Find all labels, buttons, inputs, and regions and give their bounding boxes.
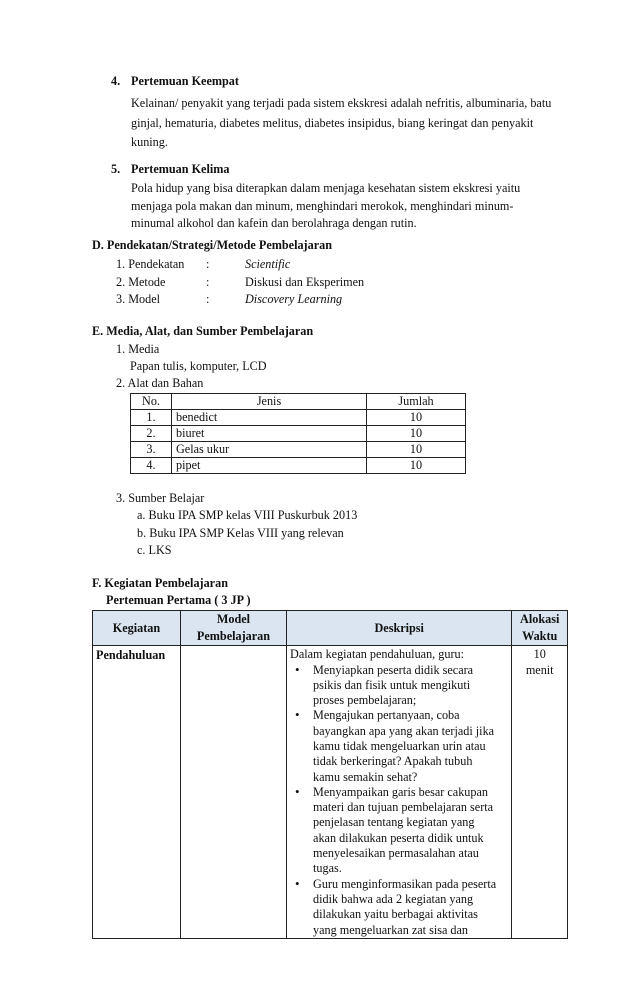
cell-no: 4.: [131, 458, 172, 474]
sumber-item: b. Buku IPA SMP Kelas VIII yang relevan: [137, 526, 344, 540]
sep-colon: :: [206, 257, 210, 271]
value-media: Papan tulis, komputer, LCD: [130, 359, 267, 373]
text-line: materi dan tujuan pembelajaran serta: [313, 800, 494, 815]
cell-jumlah: 10: [367, 442, 466, 458]
table-row: [131, 442, 466, 458]
list-item: [290, 877, 505, 938]
col-header-model: [180, 611, 286, 646]
label-media: 1. Media: [116, 342, 160, 356]
cell-alokasi: [512, 646, 568, 939]
text-line: tidak berkeringat? Apakah tubuh: [313, 754, 473, 769]
col-header-jenis: Jenis: [172, 394, 367, 410]
section-f-title: F. Kegiatan Pembelajaran: [92, 576, 228, 590]
label-pendekatan: 1. Pendekatan: [116, 257, 185, 271]
alat-bahan-table: [130, 393, 466, 474]
text-line: Menyiapkan peserta didik secara: [313, 662, 474, 677]
list-item: [290, 708, 505, 784]
alokasi-unit: menit: [525, 662, 554, 677]
cell-jenis: benedict: [172, 410, 367, 426]
text-line: menyelesaikan permasalahan atau: [313, 846, 479, 861]
col-header-alokasi: [512, 611, 568, 646]
text-line: proses pembelajaran;: [313, 693, 417, 708]
text-line: dilakukan yaitu berbagai aktivitas: [313, 907, 478, 922]
cell-no: 2.: [131, 426, 172, 442]
table-row: [93, 646, 568, 939]
bullet-icon: •: [295, 783, 300, 799]
item-number-5: 5.: [111, 162, 121, 176]
sep-colon: :: [206, 292, 210, 306]
section-e-title: E. Media, Alat, dan Sumber Pembelajaran: [92, 324, 314, 338]
cell-jumlah: 10: [367, 458, 466, 474]
sumber-item: a. Buku IPA SMP kelas VIII Puskurbuk 2013: [137, 508, 358, 522]
text-line: tugas.: [313, 861, 342, 876]
text-line: Menyampaikan garis besar cakupan: [313, 784, 488, 799]
text-line: Mengajukan pertanyaan, coba: [313, 708, 460, 723]
sep-colon: :: [206, 275, 210, 289]
text-line: kuning.: [131, 135, 168, 149]
table-row: [131, 458, 466, 474]
item-number-4: 4.: [111, 74, 121, 88]
cell-jumlah: 10: [367, 410, 466, 426]
text-line: Pola hidup yang bisa diterapkan dalam menjaga kesehatan sistem ekskresi yaitu: [131, 181, 521, 195]
table-row: [131, 410, 466, 426]
pertemuan-kelima-body: [131, 180, 576, 233]
col-header-deskripsi: [287, 611, 512, 646]
bullet-icon: •: [295, 875, 300, 891]
text-line: minumal alkohol dan kafein dan berolahraga dengan rutin.: [131, 216, 417, 230]
table-header-row: [93, 611, 568, 646]
text-line: akan dilakukan peserta didik untuk: [313, 830, 484, 845]
header-text: Pembelajaran: [196, 629, 271, 643]
table-header-row: [131, 394, 466, 410]
value-model: Discovery Learning: [245, 292, 343, 306]
list-item: [290, 785, 505, 877]
text-line: bayangkan apa yang akan terjadi jika: [313, 723, 495, 738]
text-line: yang mengeluarkan zat sisa dan: [313, 922, 469, 937]
text-line: kamu semakin sehat?: [313, 769, 418, 784]
list-item: [290, 663, 505, 709]
header-text: Alokasi: [520, 612, 560, 626]
label-metode: 2. Metode: [116, 275, 166, 289]
cell-jumlah: 10: [367, 426, 466, 442]
cell-deskripsi: [287, 646, 512, 939]
text-line: penjelasan tentang kegiatan yang: [313, 815, 475, 830]
cell-model: [180, 646, 286, 939]
header-text: Model: [216, 612, 251, 626]
bullet-icon: •: [295, 707, 300, 723]
label-alat-bahan: 2. Alat dan Bahan: [116, 376, 204, 390]
label-model: 3. Model: [116, 292, 161, 306]
cell-no: 1.: [131, 410, 172, 426]
value-pendekatan: Scientific: [245, 257, 291, 271]
text-line: Guru menginformasikan pada peserta: [313, 876, 497, 891]
text-line: didik bahwa ada 2 kegiatan yang: [313, 891, 474, 906]
sumber-item: c. LKS: [137, 543, 172, 557]
col-header-kegiatan: [93, 611, 181, 646]
pertemuan-pertama-subtitle: Pertemuan Pertama ( 3 JP ): [106, 593, 251, 607]
header-text: Waktu: [522, 629, 558, 643]
bullet-icon: •: [295, 661, 300, 677]
value-metode: Diskusi dan Eksperimen: [245, 275, 365, 289]
pertemuan-keempat-body: [131, 94, 576, 153]
header-text: Kegiatan: [112, 620, 161, 635]
header-text: Deskripsi: [374, 620, 424, 635]
pertemuan-keempat-title: Pertemuan Keempat: [131, 74, 239, 88]
cell-no: 3.: [131, 442, 172, 458]
pertemuan-kelima-title: Pertemuan Kelima: [131, 162, 230, 176]
cell-jenis: biuret: [172, 426, 367, 442]
text-line: kamu tidak mengeluarkan urin atau: [313, 738, 486, 753]
table-row: [131, 426, 466, 442]
cell-kegiatan: Pendahuluan: [93, 646, 181, 939]
section-d-title: D. Pendekatan/Strategi/Metode Pembelajaran: [92, 238, 332, 252]
text-line: Kelainan/ penyakit yang terjadi pada sistem ekskresi adalah nefritis, albuminaria, batu: [131, 96, 552, 110]
text-line: psikis dan fisik untuk mengikuti: [313, 677, 471, 692]
label-sumber-belajar: 3. Sumber Belajar: [116, 491, 205, 505]
col-header-no: No.: [131, 394, 172, 410]
text-line: menjaga pola makan dan minum, menghindari merokok, menghindari minum-: [131, 198, 514, 213]
col-header-jumlah: Jumlah: [367, 394, 466, 410]
deskripsi-intro: Dalam kegiatan pendahuluan, guru:: [290, 647, 464, 661]
kegiatan-table: [92, 610, 568, 939]
cell-jenis: Gelas ukur: [172, 442, 367, 458]
alokasi-value: 10: [533, 647, 546, 661]
cell-jenis: pipet: [172, 458, 367, 474]
deskripsi-list: [290, 663, 505, 938]
text-line: ginjal, hematuria, diabetes melitus, diabetes insipidus, biang keringat dan penyakit: [131, 115, 534, 130]
